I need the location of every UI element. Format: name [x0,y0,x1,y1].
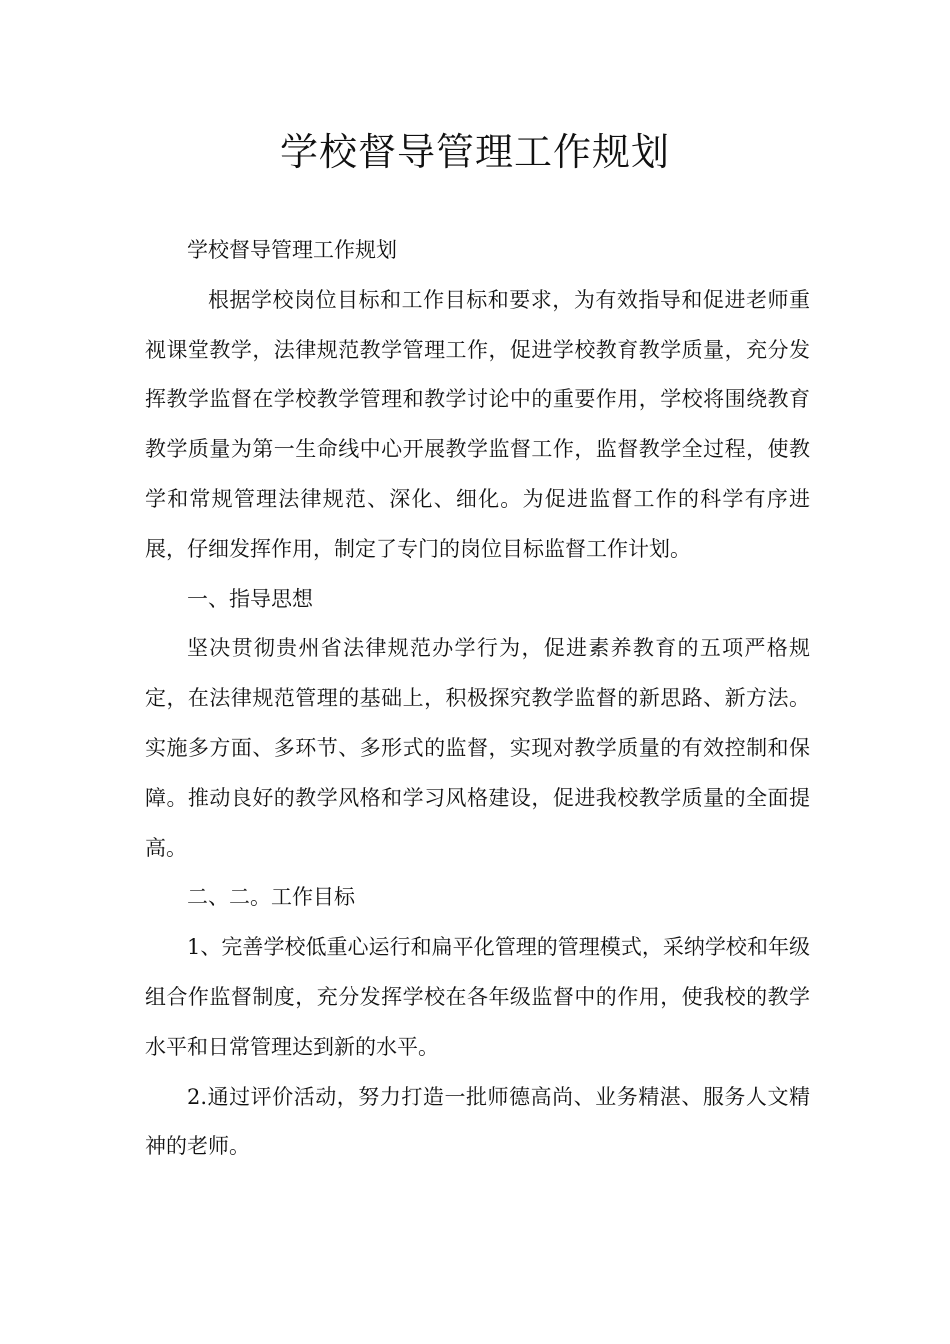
document-body [145,226,810,1172]
document-title: 学校督导管理工作规划 [279,130,670,174]
section-heading-guiding-ideology: 一、指导思想 [187,586,313,611]
section-heading-work-goals: 二、二。工作目标 [187,885,355,910]
goal-item-1: 1、完善学校低重心运行和扁平化管理的管理模式，采纳学校和年级组合作监督制度，充分发挥学校在各年级监督中的作用，使我校的教学水平和日常管理达到新的水平。 [145,935,810,1059]
guiding-ideology-paragraph: 坚决贯彻贵州省法律规范办学行为，促进素养教育的五项严格规定，在法律规范管理的基础上，积极探究教学监督的新思路、新方法。实施多方面、多环节、多形式的监督，实现对教学质量的有效控制和保障。推动良好的教学风格和学习风格建设，促进我校教学质量的全面提高。 [145,636,810,860]
goal-item-2: 2.通过评价活动，努力打造一批师德高尚、业务精湛、服务人文精神的老师。 [145,1084,810,1159]
intro-paragraph: 根据学校岗位目标和工作目标和要求，为有效指导和促进老师重视课堂教学，法律规范教学管理工作，促进学校教育教学质量，充分发挥教学监督在学校教学管理和教学讨论中的重要作用，学校将围绕教育教学质量为第一生命线中心开展教学监督工作，监督教学全过程，使教学和常规管理法律规范、深化、细化。为促进监督工作的科学有序进展，仔细发挥作用，制定了专门的岗位目标监督工作计划。 [145,287,810,561]
subtitle-paragraph: 学校督导管理工作规划 [187,238,397,262]
